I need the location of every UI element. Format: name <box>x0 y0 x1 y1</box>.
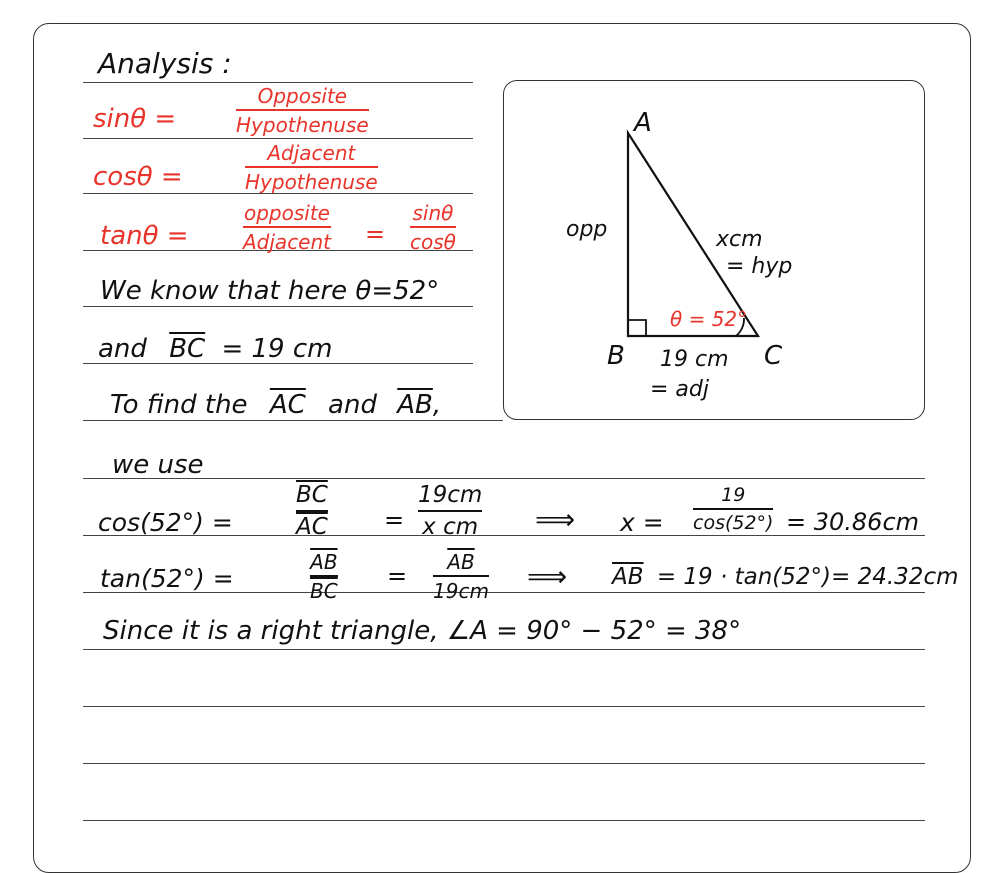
segment-ab: $\overline{AB}$ <box>612 564 644 590</box>
segment-bc: $\overline{BC}$ <box>169 334 206 364</box>
ruled-line <box>83 649 925 650</box>
x-result-lhs: x = <box>620 508 664 537</box>
angle-theta-label: θ = 52° <box>670 307 748 331</box>
sin-formula-fraction <box>236 86 369 135</box>
cos-formula-lhs: cosθ = <box>93 162 183 192</box>
ruled-line <box>83 820 925 821</box>
fraction-bar <box>296 510 328 512</box>
sin-numerator: Opposite <box>257 84 348 108</box>
conclusion-line: Since it is a right triangle, ∠A = 90° − 52° = 38° <box>103 616 742 646</box>
cos-calc-fraction-2: 19cm x cm <box>418 482 483 540</box>
right-angle-marker <box>628 320 646 336</box>
analysis-heading: Analysis : <box>98 47 232 80</box>
cos-calc-fraction-1: $\frac{\overline{BC}}{AC}$ <box>296 482 328 540</box>
implies-arrow: ⟹ <box>527 560 568 593</box>
tan-ratio-numerator: sinθ <box>412 201 454 225</box>
cos-numerator: Adjacent <box>267 141 356 165</box>
vertex-b-label: B <box>607 341 625 371</box>
ruled-line <box>83 82 473 83</box>
ruled-line <box>83 478 925 479</box>
vertex-c-label: C <box>764 341 783 371</box>
sin-formula-lhs: sinθ = <box>93 104 177 134</box>
tan-ratio-fraction <box>410 203 456 252</box>
tan-equals: = <box>365 220 386 248</box>
fraction-bar <box>310 575 338 577</box>
given-theta-line: We know that here θ=52° <box>100 276 440 306</box>
opposite-side-label: opp <box>566 217 608 242</box>
vertex-a-label: A <box>634 108 652 138</box>
ab-result: $\overline{AB} = 19 \cdot \tan(52^\circ)= 24.32cm$ <box>612 564 959 590</box>
x-result-value: = 30.86cm <box>786 508 920 536</box>
fraction-bar <box>245 166 378 168</box>
fraction-bar <box>243 226 331 228</box>
cos-denominator: Hypothenuse <box>245 170 378 194</box>
sin-denominator: Hypothenuse <box>236 113 369 137</box>
adjacent-label: = adj <box>650 377 709 402</box>
fraction-bar <box>433 575 489 577</box>
segment-ac: $\overline{AC}$ <box>269 390 306 420</box>
tan-ratio-denominator: cosθ <box>410 230 456 254</box>
fraction-bar <box>418 510 482 512</box>
ruled-line <box>83 420 503 421</box>
x-result-fraction: 19 cos(52°) <box>693 484 774 534</box>
tan-formula-lhs: tanθ = <box>100 221 189 251</box>
tan-denominator: Adjacent <box>243 230 332 254</box>
fraction-bar <box>236 109 369 111</box>
tan-numerator: opposite <box>244 201 330 225</box>
tan-calc-fraction-1: $\frac{\overline{AB}}{BC}$ <box>310 550 338 603</box>
tan-calc-lhs: tan(52°) = <box>100 564 234 593</box>
tan-calc-fraction-2: $\overline{AB}$ 19cm <box>433 550 489 603</box>
ruled-line <box>83 306 473 307</box>
find-line: To find the $\overline{AC}$ and $\overline{AB}$, <box>110 390 442 420</box>
hypotenuse-label-2: = hyp <box>726 254 793 279</box>
ruled-line <box>83 706 925 707</box>
segment-ab: $\overline{AB}$ <box>397 390 433 420</box>
hypotenuse-label: xcm <box>716 227 763 252</box>
cos-formula-fraction <box>245 143 378 192</box>
implies-arrow: ⟹ <box>535 503 576 536</box>
cos-calc-equals: = <box>384 506 405 534</box>
we-use-line: we use <box>112 450 204 480</box>
given-bc-line: and $\overline{BC} = 19$ cm <box>98 334 333 364</box>
tan-calc-equals: = <box>387 562 408 590</box>
ruled-line <box>83 763 925 764</box>
fraction-bar <box>410 226 456 228</box>
right-triangle-figure <box>504 81 926 421</box>
fraction-bar <box>693 508 773 510</box>
ruled-line <box>83 138 473 139</box>
tan-formula-fraction <box>243 203 331 252</box>
cos-calc-lhs: cos(52°) = <box>98 508 233 537</box>
base-length-label: 19 cm <box>660 347 729 372</box>
triangle-diagram <box>503 80 925 420</box>
